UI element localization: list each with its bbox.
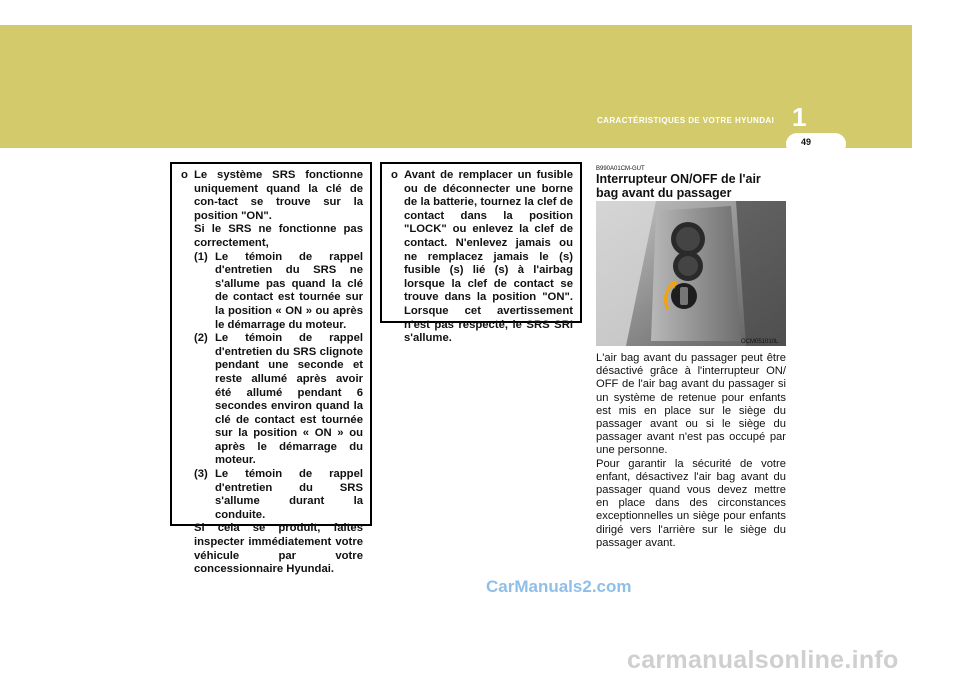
section-body	[596, 352, 786, 550]
paragraph-2: Pour garantir la sécurité de votre enfant, désactivez l'air bag avant du passager quand vous devez mettre en place dans des circonstances exceptionnelles un siège pour enfants dirigé vers l'arrière sur le siège du passager avant.	[596, 457, 786, 549]
item-number: (2)	[194, 332, 208, 345]
item-text: Le témoin de rappel d'entretien du SRS ne s'allume pas quand la clé de contact est tournée sur la position « ON » ou après le démarrage du moteur.	[215, 250, 363, 331]
srs-item-2	[194, 332, 363, 468]
item-number: (1)	[194, 250, 208, 263]
photo-label: OCM051010L	[741, 339, 779, 345]
srs-warning-box	[170, 162, 372, 576]
srs-item-1	[194, 251, 363, 333]
fuse-bullet	[391, 169, 573, 346]
srs-intro-text: Le système SRS fonctionne uniquement quand la clé de con-tact se trouve sur la position "ON".	[194, 169, 363, 222]
section-code: B990A01CM-GUT	[596, 166, 645, 172]
item-text: Le témoin de rappel d'entretien du SRS s'allume durant la conduite.	[215, 468, 363, 521]
page-number: 49	[800, 137, 811, 147]
item-number: (3)	[194, 468, 208, 481]
srs-outro-text: Si cela se produit, faites inspecter immédiatement votre véhicule par votre concessionnaire Hyundai.	[194, 522, 363, 576]
srs-item-3	[194, 468, 363, 522]
section-title: Interrupteur ON/OFF de l'air bag avant du passager	[596, 172, 761, 200]
fuse-warning-text: Avant de remplacer un fusible ou de déconnecter une borne de la batterie, tournez la clef de contact dans la position "LOCK" ou enlevez la clef de contact. N'enlevez jamais ou ne remplacez jamais le (s) fusible (s) lié (s) à l'airbag lorsque la clef de contact se trouve dans la position "ON". Lorsque cet avertissement n'est pas respecté, le SRS SRI s'allume.	[404, 169, 573, 345]
fuse-warning-box	[380, 162, 582, 345]
srs-intro2-text: Si le SRS ne fonctionne pas correctement,	[194, 223, 363, 249]
watermark-top[interactable]: CarManuals2.com	[486, 577, 632, 596]
chapter-title: CARACTÉRISTIQUES DE VOTRE HYUNDAI	[597, 116, 775, 125]
paragraph-1: L'air bag avant du passager peut être désactivé grâce à l'interrupteur ON/ OFF de l'air bag avant du passager si un système de retenue pour enfants est mis en place sur le siège du passager avant ou si le siège du passager avant n'est pas occupé par une personne.	[596, 352, 786, 457]
header-band	[0, 25, 912, 148]
item-text: Le témoin de rappel d'entretien du SRS clignote pendant une seconde et reste allumé après avoir été allumé pendant 6 secondes environ quand la clé de contact est tournée sur la position « ON » ou après le démarrage du moteur.	[215, 332, 363, 467]
airbag-switch-photo	[596, 201, 786, 346]
watermark-bottom[interactable]: carmanualsonline.info	[627, 646, 899, 674]
bullet-mark: o	[181, 169, 188, 181]
chapter-number: 1	[792, 102, 807, 132]
srs-bullet	[181, 169, 363, 223]
bullet-mark: o	[391, 169, 398, 181]
